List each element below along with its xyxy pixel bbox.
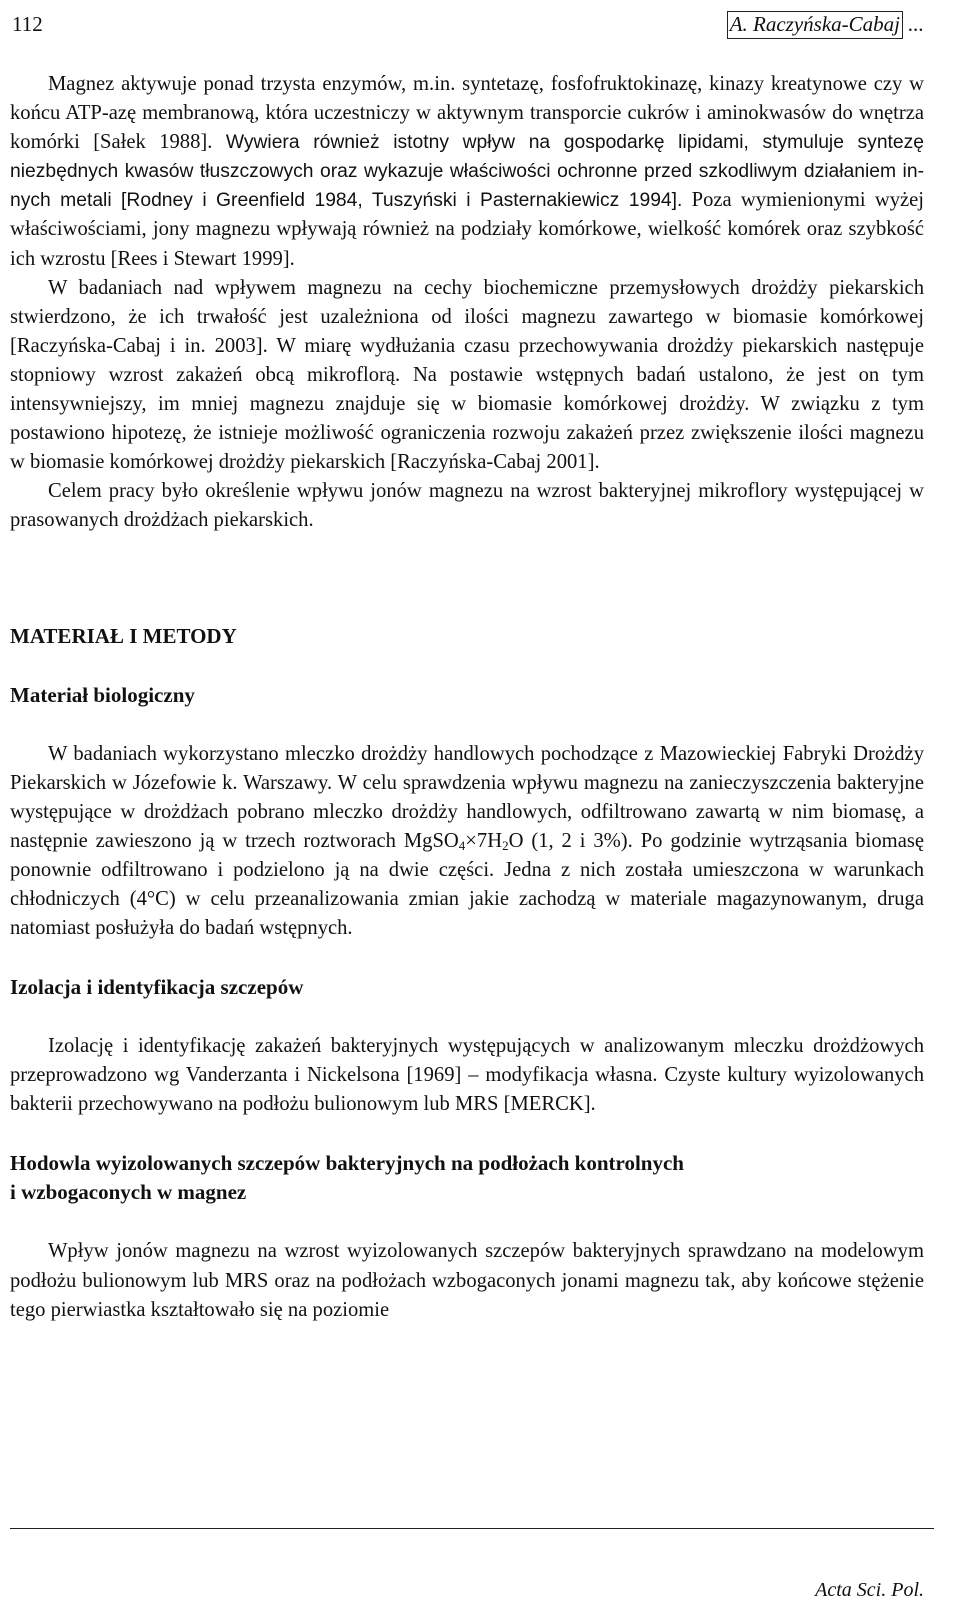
footer-rule (10, 1528, 934, 1529)
running-head-author: A. Raczyńska-Cabaj (727, 11, 903, 39)
intro-paragraph-1-part-c: Poza wymienionymi wyżej właściwościami, jony magnezu wpływają również na podziały komórkowe, wielkość komórek oraz szybkość ich wzrostu [Rees i Stewart 1999]. (10, 189, 924, 270)
intro-paragraph-1-part-b: Wywiera również istotny wpływ na gospodarkę lipidami, stymuluje syntezę niezbędnych kwasów tłuszczowych oraz wykazuje właściwości ochronne przed szkodliwym działaniem innych metali [Rodney i Greenfield 1984, Tuszyński i Pasternakiewicz 1994]. (10, 132, 924, 212)
subsection-heading-biological-material: Materiał biologiczny (10, 682, 195, 707)
running-head-ellipsis: ... (903, 12, 924, 36)
formula-subscript-4: 4 (458, 837, 466, 853)
subsection-heading-cultivation-line-1: Hodowla wyizolowanych szczepów bakteryjnych na podłożach kontrolnych (10, 1151, 684, 1176)
subsection-heading-isolation: Izolacja i identyfikacja szczepów (10, 975, 304, 1000)
formula-hydrate: ×7H (465, 829, 503, 852)
running-head (727, 11, 924, 37)
body-text (10, 70, 924, 1325)
intro-paragraph-3: Celem pracy było określenie wpływu jonów magnezu na wzrost bakteryjnej mikroflory występującej w prasowanych drożdżach piekarskich. (10, 480, 924, 532)
cultivation-paragraph: Wpływ jonów magnezu na wzrost wyizolowanych szczepów bakteryjnych sprawdzano na modelowym podłożu bulionowym lub MRS oraz na podłożach wzbogaconych jonami magnezu tak, aby końcowe stężenie tego pierwiastka kształtowało się na poziomie (10, 1240, 924, 1321)
subsection-heading-cultivation-line-2: i wzbogaconych w magnez (10, 1180, 247, 1205)
intro-paragraph-1-part-a: Magnez aktywuje ponad trzysta enzymów, m.in. syntetazę, fosfofruktokinazę, kinazy kreatynowe czy w końcu ATP-azę membranową, która uczestniczy w aktywnym transporcie cukrów i aminokwasów do wnętrza komórki [Sałek 1988]. (10, 73, 924, 154)
biological-material-paragraph (10, 740, 924, 944)
biological-material-text-b: O (1, 2 i 3%). Po godzinie wytrząsania biomasę ponownie odfiltrowano i podzielono ją na dwie części. Jedna z nich została umieszczona w warunkach chłodniczych (4°C) w celu przeanalizowania zmian jakie zachodzą w materiale magazynowanym, druga natomiast posłużyła do badań wstępnych. (10, 829, 924, 940)
page-number: 112 (12, 12, 43, 36)
formula-subscript-2: 2 (502, 837, 509, 853)
intro-paragraph-2: W badaniach nad wpływem magnezu na cechy biochemiczne przemysłowych drożdży piekarskich stwierdzono, że ich trwałość jest uzależniona od ilości magnezu zawartego w biomasie komórkowej [Raczyńska-Cabaj i in. 2003]. W miarę wydłużania czasu przechowywania drożdży piekarskich następuje stopniowy wzrost zakażeń obcą mikroflorą. Na postawie wstępnych badań ustalono, że jest on tym intensywniejszy, im mniej magnezu znajduje się w biomasie komórkowej drożdży. W związku z tym postawiono hipotezę, że istnieje możliwość ograniczenia rozwoju zakażeń przez zwiększenie ilości magnezu w biomasie komórkowej drożdży piekarskich [Raczyńska-Cabaj 2001]. (10, 276, 924, 474)
page-header (10, 8, 924, 42)
document-page (10, 0, 924, 1614)
isolation-paragraph: Izolację i identyfikację zakażeń bakteryjnych występujących w analizowanym mleczku drożdżowych przeprowadzono wg Vanderzanta i Nickelsona [1969] – modyfikacja własna. Czyste kultury wyizolowanych bakterii przechowywano na podłożu bulionowym lub MRS [MERCK]. (10, 1035, 924, 1116)
subsection-heading-cultivation (10, 1149, 924, 1207)
footer-journal-name: Acta Sci. Pol. (815, 1579, 924, 1601)
biological-material-text-a: W badaniach wykorzystano mleczko drożdży handlowych pochodzące z Mazowieckiej Fabryki Drożdży Piekarskich w Józefowie k. Warszawy. W celu sprawdzenia wpływu magnezu na zanieczyszczenia bakteryjne występujące w drożdżach pobrano mleczko drożdży handlowych, odfiltrowano zawartą w nim biomasę, a następnie zawieszono ją w trzech roztworach MgSO (10, 742, 924, 852)
section-heading: MATERIAŁ I METODY (10, 623, 237, 648)
intro-paragraph-1 (10, 70, 924, 274)
